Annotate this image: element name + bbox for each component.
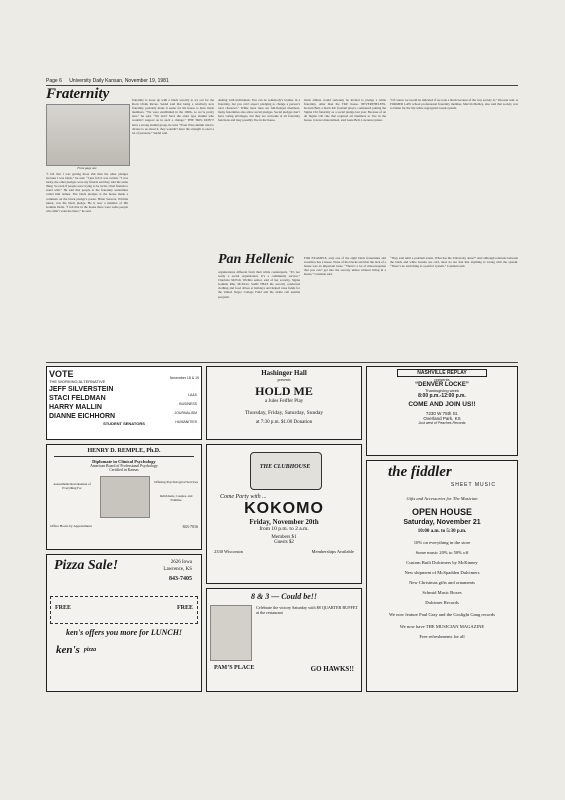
vote-name-3: HARRY MALLIN xyxy=(49,404,102,411)
vote-role-2: BUSINESS xyxy=(179,402,197,406)
kempley-l7: Individuals, Couples, and Families xyxy=(159,494,193,502)
panhellenic-col-2: FOR EXAMPLE, only one of the eight black fraternities and sororities has a house. None of the blacks said that the lack of a house was an important issue. “There’s a lot of misconception that you can’t get into the sorority unless without living in a house,” Coleman said. xyxy=(304,256,386,277)
pizza-coupon-free-right: FREE xyxy=(176,605,193,611)
pizza-l2: 2626 Iowa xyxy=(170,560,192,565)
pizza-l3: Lawrence, KS xyxy=(163,567,192,572)
ad-vote xyxy=(46,366,202,440)
beer-l1: 8 & 3 — Could be!! xyxy=(250,592,317,601)
pizza-l8: pizza xyxy=(83,647,97,653)
kokomo-l4: from 10 p.m. to 2 a.m. xyxy=(259,526,309,532)
nashville-l4: Thanksgiving week xyxy=(424,388,460,393)
kokomo-l5: Members $1 xyxy=(271,535,297,540)
header-rule xyxy=(46,85,518,86)
fiddle-l16: Free refreshments for all xyxy=(419,634,465,639)
ad-pams-place xyxy=(206,588,362,692)
ads-rule xyxy=(46,362,518,363)
beer-l4: GO HAWKS!! xyxy=(310,665,354,673)
kempley-l9: 843-7016 xyxy=(182,524,198,529)
kempley-l8: Office Hours by Appointment xyxy=(50,524,92,528)
fiddle-l12: Schmid Music Boxes xyxy=(422,590,462,595)
vote-name-2: STACI FELDMAN xyxy=(49,395,106,402)
hashinger-l6: at 7:30 p.m. $1.00 Donation xyxy=(255,420,313,425)
fiddle-l6: 10:00 a.m. to 5:30 p.m. xyxy=(417,529,467,534)
hashinger-l1: Hashinger Hall xyxy=(261,369,307,377)
fraternity-col-5: “Of course we would be ridiculed if we took a black because of the way society is,” Wooster said. A FORMER LAW school professional fraternity member, Marvin Medley, also said that society was to blame for the lily-white segregated Greek system. xyxy=(390,98,518,111)
kokomo-club: THE CLUBHOUSE xyxy=(259,464,311,470)
hashinger-l5: Thursday, Friday, Saturday, Sunday xyxy=(244,410,324,416)
hashinger-l4: a Jules Feiffer Play xyxy=(264,399,304,404)
ad-psychologist xyxy=(46,444,202,550)
ad-fiddler xyxy=(366,460,518,692)
ad-nashville xyxy=(366,366,518,456)
vote-role-3: JOURNALISM xyxy=(174,411,197,415)
kempley-l3: American Board of Professional Psychology xyxy=(90,464,158,468)
kokomo-l2: KOKOMO xyxy=(244,500,324,517)
fraternity-title: Fraternity xyxy=(46,86,110,102)
ad-kokomo xyxy=(206,444,362,584)
fraternity-col-1: “I felt that I was getting more shit than the other pledges because I was black,” he said. “I just felt it was racism. “I was lucky, the other pledges were my friends and they said the same thing. So even if people were trying to be racist, I had friends to stand with.” He said that people at the fraternity sometimes called him names. The black pledges at the house made a comment on the black pledge’s poster. Brian Seevers, Wichita junior, was the black pledge. He is now a member of Phi Gamma Delta. “I felt that in the house there were some people who didn’t want me there,” he said. xyxy=(46,172,128,213)
pizza-coupon-free-left: FREE xyxy=(55,605,72,611)
fiddle-l7: 10% on everything in the store xyxy=(413,540,471,545)
hashinger-l2: presents xyxy=(277,377,291,382)
pizza-l6: ken's offers you more for LUNCH! xyxy=(65,628,183,637)
fiddle-l11: New Christmas gifts and ornaments xyxy=(409,580,475,585)
fraternity-col-2: fraternity is loose up with a black sorority to try out for the Rock Chalk Revue. Seidel said that being a relatively new fraternity probably made it easier for his house to have black members. “We were established in the 1960s, so we’re pretty new,” he said. “We don’t have the older type alumni who wouldn’t support us in such a change.” THE TKEs DON’T have a strong alumni group, he said. “Even if the alumni tried to dictate to us about it, they wouldn’t have the strength to exert a lot of pressure,” Seidel said. xyxy=(132,98,214,135)
vote-name-1: JEFF SILVERSTEIN xyxy=(49,386,114,393)
fiddle-l10: New shipment of McSpadden Dulcimers xyxy=(404,570,480,575)
paper-title: University Daily Kansan, November 19, 1981 xyxy=(69,78,169,84)
nashville-l2: presents xyxy=(434,377,450,382)
kempley-l4: Certified in Kansas xyxy=(109,468,139,472)
kokomo-l6: Guests $2 xyxy=(274,540,294,545)
kempley-l2: Diplomate in Clinical Psychology xyxy=(92,459,156,464)
beer-mug-illustration xyxy=(210,605,252,661)
panhellenic-col-1: organizations different from their white counterparts. “It’s not really a social organization. It’s a community service,” Charlotte McFall, Wichita senior, said of her sorority, Sigma Gamma Rho. McFALL SAID THAT the sorority conducted clothing and food drives at holidays and helped raise funds for the United Negro College Fund and the sickle cell anemia program. xyxy=(218,270,300,299)
fraternity-col-4: black athlete would seriously be invited to pledge a white fraternity, other than the TKE house. NEVERTHELESS, Kerwin Bell, a black KU football player, considered joining the Sigma Chi fraternity as a social pledge last year. Because of an all Sigma Chi rule that required all members to live in the house, it never materialized, said Gene Bell, Lawrence junior. xyxy=(304,98,386,123)
pizza-l1: Pizza Sale! xyxy=(54,558,119,573)
kokomo-l8: Memberships Available xyxy=(311,549,354,554)
beer-l2: Celebrate the victory Saturday with $8 QUARTER BUFFET at the restaurant xyxy=(256,605,358,616)
nashville-l9: Just west of Peaches Records xyxy=(418,421,466,425)
nashville-l5: 8:00 p.m.-12:00 p.m. xyxy=(418,393,466,399)
vote-name-4: DIANNE EICHHORN xyxy=(49,413,116,420)
vote-role-4: HUMANITIES xyxy=(175,420,197,424)
photo-caption: From page one xyxy=(77,166,97,170)
vote-role-1: LA&S xyxy=(188,393,197,397)
kempley-l1: HENRY D. REMPLE, Ph.D. xyxy=(87,448,161,454)
nashville-l8: Overland Park, KS xyxy=(423,416,461,421)
kempley-photo xyxy=(100,476,150,518)
vote-dates: November 18 & 19 xyxy=(169,376,199,380)
fraternity-photo xyxy=(46,104,130,166)
kokomo-l1: Come Party with ... xyxy=(220,494,267,500)
kokomo-l3: Friday, November 20th xyxy=(249,518,319,526)
fiddle-l4: OPEN HOUSE xyxy=(411,507,472,517)
kokomo-l7: 2330 Wisconsin xyxy=(214,549,243,554)
vote-footer: STUDENT SENATORS xyxy=(103,421,145,426)
nashville-l6: COME AND JOIN US!! xyxy=(408,401,476,408)
fiddle-l13: Dulcimer Records xyxy=(425,600,459,605)
pizza-l4: 843-7405 xyxy=(169,576,192,582)
kempley-l6: Offering Psychological Services xyxy=(154,480,198,484)
fiddle-l9: Custom Built Dulcimers by McKinney xyxy=(406,560,478,565)
nashville-l7: 7230 W 75th St. xyxy=(425,411,459,416)
panhellenic-title: Pan Hellenic xyxy=(218,252,294,267)
fraternity-col-3: dealing with individuals. You can be somebody’s brother in a fraternity, but you can’t expect pledging to change a person’s total character.” While most men are full-fledged members, many fraternities also allow social pledges. Social pledges don’t have voting privileges, but they are welcome at all fraternity functions and may possibly live in the house. xyxy=(218,98,300,123)
hashinger-l3: HOLD ME xyxy=(255,384,313,398)
pizza-l7: ken's xyxy=(56,644,80,656)
kempley-l5: Assessments Reevaluation of Everything For xyxy=(53,482,91,490)
fiddle-l2: SHEET MUSIC xyxy=(450,482,496,488)
page-number: Page 6 xyxy=(46,78,62,84)
fiddle-l3: Gifts and Accessories for The Musician xyxy=(406,496,478,501)
ad-pizza xyxy=(46,554,202,692)
fiddle-l14: We now feature Paul Gray and the Goslight Gang records xyxy=(389,612,495,617)
nashville-l1: NASHVILLE REPLAY xyxy=(397,369,487,377)
panhellenic-col-3: “They said until a problem exists. What has the University done?” And although relations between the black and white Greeks are cold, most do not feel that anything is wrong with the system. “There’s no such thing as a perfect system,” Coleman said. xyxy=(390,256,518,269)
page-header xyxy=(46,78,169,84)
ad-hashinger xyxy=(206,366,362,440)
fiddle-l1: the fiddler xyxy=(388,464,452,480)
fiddle-l8: Some music 20% to 50% off xyxy=(415,550,469,555)
vote-heading: VOTE xyxy=(49,369,74,379)
fiddle-l15: We now have THE MUSICIAN MAGAZINE xyxy=(399,624,485,629)
clubhouse-logo xyxy=(250,452,322,490)
beer-l3: PAM’S PLACE xyxy=(214,665,255,671)
nashville-l3: “DENVER LOCKE” xyxy=(415,382,469,388)
fiddle-l5: Saturday, November 21 xyxy=(403,519,481,526)
vote-sub: THE WORKING ALTERNATIVE xyxy=(49,379,106,384)
